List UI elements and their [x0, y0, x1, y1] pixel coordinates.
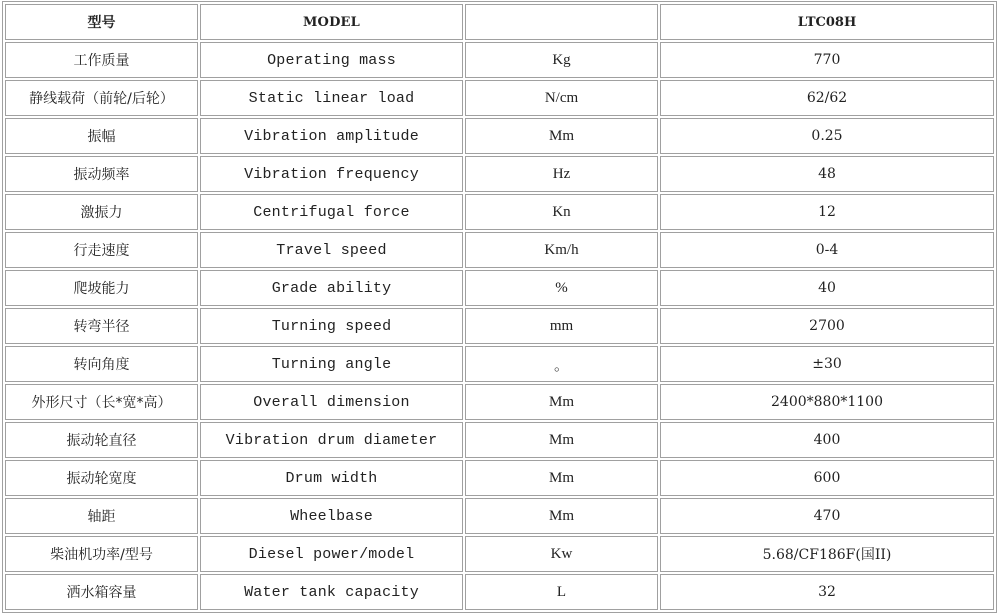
- param-value: 48: [660, 156, 994, 192]
- param-value: 0-4: [660, 232, 994, 268]
- param-name-en: Vibration amplitude: [200, 118, 463, 154]
- param-name-en: Vibration drum diameter: [200, 422, 463, 458]
- param-unit: mm: [465, 308, 658, 344]
- param-unit: Hz: [465, 156, 658, 192]
- param-name-cn: 行走速度: [5, 232, 198, 268]
- table-row: [5, 156, 994, 192]
- param-unit: Kn: [465, 194, 658, 230]
- param-name-en: Vibration frequency: [200, 156, 463, 192]
- param-name-cn: 外形尺寸（长*宽*高）: [5, 384, 198, 420]
- param-name-en: Operating mass: [200, 42, 463, 78]
- param-name-en: Travel speed: [200, 232, 463, 268]
- table-row: [5, 536, 994, 572]
- param-name-en: Turning angle: [200, 346, 463, 382]
- param-unit: Km/h: [465, 232, 658, 268]
- table-row: [5, 346, 994, 382]
- param-unit: Mm: [465, 460, 658, 496]
- param-value: 600: [660, 460, 994, 496]
- param-name-cn: 洒水箱容量: [5, 574, 198, 610]
- param-name-cn: 轴距: [5, 498, 198, 534]
- param-unit: N/cm: [465, 80, 658, 116]
- param-value: 62/62: [660, 80, 994, 116]
- param-name-cn: 激振力: [5, 194, 198, 230]
- header-row: [5, 4, 994, 40]
- param-name-en: Water tank capacity: [200, 574, 463, 610]
- param-value: 12: [660, 194, 994, 230]
- param-name-cn: 静线载荷（前轮/后轮）: [5, 80, 198, 116]
- param-name-cn: 振动频率: [5, 156, 198, 192]
- param-value: 470: [660, 498, 994, 534]
- param-value: 400: [660, 422, 994, 458]
- param-name-cn: 转弯半径: [5, 308, 198, 344]
- header-label-en: MODEL: [200, 4, 463, 40]
- param-name-cn: 振幅: [5, 118, 198, 154]
- param-value: 5.68/CF186F(国II): [660, 536, 994, 572]
- param-unit: L: [465, 574, 658, 610]
- table-row: [5, 460, 994, 496]
- table-row: [5, 80, 994, 116]
- table-row: [5, 270, 994, 306]
- param-name-en: Turning speed: [200, 308, 463, 344]
- table-row: [5, 422, 994, 458]
- param-name-cn: 柴油机功率/型号: [5, 536, 198, 572]
- param-unit: Mm: [465, 384, 658, 420]
- param-unit: Kg: [465, 42, 658, 78]
- param-name-en: Wheelbase: [200, 498, 463, 534]
- param-name-en: Drum width: [200, 460, 463, 496]
- header-unit: [465, 4, 658, 40]
- param-unit: Mm: [465, 118, 658, 154]
- param-unit: 。: [465, 346, 658, 382]
- table-row: [5, 42, 994, 78]
- table-row: [5, 194, 994, 230]
- param-name-cn: 工作质量: [5, 42, 198, 78]
- param-value: 2400*880*1100: [660, 384, 994, 420]
- param-value: ±30: [660, 346, 994, 382]
- param-value: 2700: [660, 308, 994, 344]
- header-model: LTC08H: [660, 4, 994, 40]
- param-value: 0.25: [660, 118, 994, 154]
- spec-table: [2, 1, 997, 613]
- param-unit: %: [465, 270, 658, 306]
- param-value: 32: [660, 574, 994, 610]
- param-name-cn: 爬坡能力: [5, 270, 198, 306]
- param-name-en: Overall dimension: [200, 384, 463, 420]
- param-name-cn: 振动轮直径: [5, 422, 198, 458]
- param-value: 40: [660, 270, 994, 306]
- param-name-cn: 振动轮宽度: [5, 460, 198, 496]
- table-row: [5, 384, 994, 420]
- param-unit: Mm: [465, 498, 658, 534]
- table-row: [5, 574, 994, 610]
- param-value: 770: [660, 42, 994, 78]
- header-label-cn: 型号: [5, 4, 198, 40]
- param-name-cn: 转向角度: [5, 346, 198, 382]
- param-name-en: Grade ability: [200, 270, 463, 306]
- table-row: [5, 232, 994, 268]
- table-row: [5, 498, 994, 534]
- spec-table-body: [5, 4, 994, 610]
- table-row: [5, 308, 994, 344]
- param-name-en: Centrifugal force: [200, 194, 463, 230]
- param-name-en: Diesel power/model: [200, 536, 463, 572]
- param-unit: Kw: [465, 536, 658, 572]
- param-name-en: Static linear load: [200, 80, 463, 116]
- table-row: [5, 118, 994, 154]
- param-unit: Mm: [465, 422, 658, 458]
